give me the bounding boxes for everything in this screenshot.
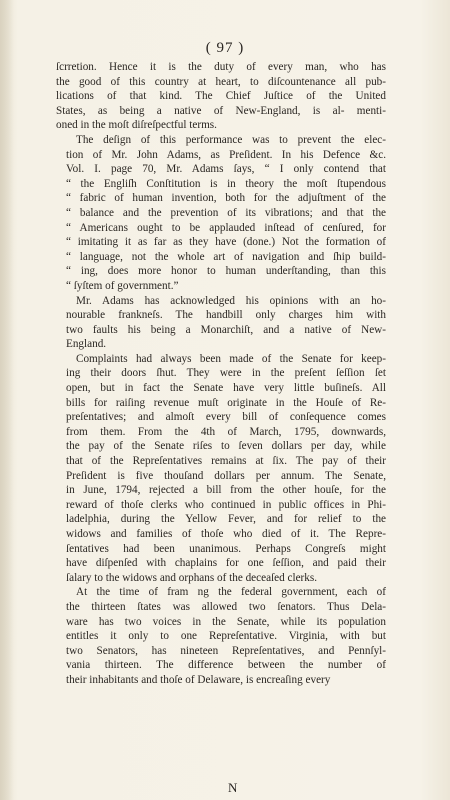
text-line: ladelphia, during the Yellow Fever, and for relief to the: [66, 513, 386, 526]
text-line: in June, 1794, rejected a bill from the other houſe, for the: [66, 484, 386, 497]
text-line: two Senators, has nineteen Repreſentatives, and Pennſyl-: [66, 644, 386, 657]
text-line: “ imitating it as far as they have (done.) Not the formation of: [66, 236, 386, 249]
text-line: “ Americans ought to be applauded inſtead of cenſured, for: [66, 221, 386, 234]
text-line: reward of thoſe clerks who continued in public offices in Phi-: [66, 498, 386, 511]
text-line: ſcrretion. Hence it is the duty of every man, who has: [56, 61, 386, 73]
text-line: vania thirteen. The difference between the number of: [66, 659, 386, 672]
text-line: “ ſyſtem of government.”: [66, 279, 179, 292]
text-line: have diſpenſed with chaplains for one ſeſſion, and paid their: [66, 557, 386, 570]
text-line: entitles it only to one Repreſentative. Virginia, with but: [66, 630, 386, 643]
text-line: their inhabitants and thoſe of Delaware, is encreaſing every: [66, 673, 331, 686]
paragraph: [56, 352, 386, 586]
text-line: States, as being a native of New-England, is al- menti-: [56, 104, 386, 117]
text-line: bills for raiſing revenue muſt originate in the Houſe of Re-: [66, 396, 386, 409]
text-line: from them. From the 4th of March, 1795, downwards,: [66, 425, 386, 438]
signature-mark: N: [228, 780, 239, 795]
page-number: ( 97 ): [205, 40, 245, 56]
text-line: tion of Mr. John Adams, as Preſident. In his Defence &c.: [66, 148, 386, 161]
page-gutter-shadow: [0, 0, 14, 800]
page-body-text: [56, 60, 386, 688]
text-line: Vol. I. page 70, Mr. Adams ſays, “ I only contend that: [66, 163, 386, 176]
text-line: two faults his being a Monarchiſt, and a native of New-: [66, 323, 386, 336]
text-line: oned in the moſt diſreſpectful terms.: [56, 119, 217, 132]
text-line: “ balance and the prevention of its vibrations; and that the: [66, 206, 386, 219]
text-line: widows and families of thoſe who died of it. The Repre-: [66, 528, 386, 540]
text-line: “ ing, does more honor to human underſtanding, than this: [66, 265, 386, 278]
paragraph: [56, 133, 386, 294]
text-line: The deſign of this performance was to prevent the elec-: [76, 133, 386, 146]
text-line: ware has two voices in the Senate, while its population: [66, 615, 386, 628]
text-line: the good of this country at heart, to diſcountenance all pub-: [56, 75, 386, 88]
text-line: the thirteen ſtates was allowed two ſenators. Thus Dela-: [66, 600, 386, 613]
text-line: the pay of the Senate riſes to ſeven dollars per day, while: [66, 440, 386, 453]
text-line: Mr. Adams has acknowledged his opinions with an ho-: [76, 294, 386, 307]
text-line: “ fabric of human invention, both for the adjuſtment of the: [66, 192, 386, 205]
text-line: that of the Repreſentatives remains at ſix. The pay of their: [66, 455, 386, 468]
paragraph: [56, 294, 386, 352]
text-line: preſentatives; and almoſt every bill of conſequence comes: [66, 411, 386, 424]
text-line: Complaints had always been made of the Senate for keep-: [76, 352, 386, 365]
paragraph: [56, 60, 386, 133]
paragraph: [56, 585, 386, 687]
text-line: ing their doors ſhut. They were in the preſent ſeſſion ſet: [66, 367, 386, 380]
text-line: England.: [66, 338, 107, 351]
text-line: open, but in fact the Senate have very little buſineſs. All: [66, 382, 386, 395]
text-line: “ the Engliſh Conſtitution is in theory the moſt ſtupendous: [66, 177, 386, 190]
text-line: “ language, not the whole art of navigation and ſhip build-: [66, 250, 386, 263]
text-line: lications of that kind. The Chief Juſtice of the United: [56, 90, 386, 103]
text-line: ſalary to the widows and orphans of the deceaſed clerks.: [66, 571, 318, 584]
text-line: nourable frankneſs. The handbill only charges him with: [66, 309, 386, 322]
text-line: ſentatives had been unanimous. Perhaps Congreſs might: [66, 542, 386, 555]
text-line: Preſident is five thouſand dollars per annum. The Senate,: [66, 469, 386, 482]
text-line: At the time of fram ng the federal government, each of: [76, 586, 386, 599]
